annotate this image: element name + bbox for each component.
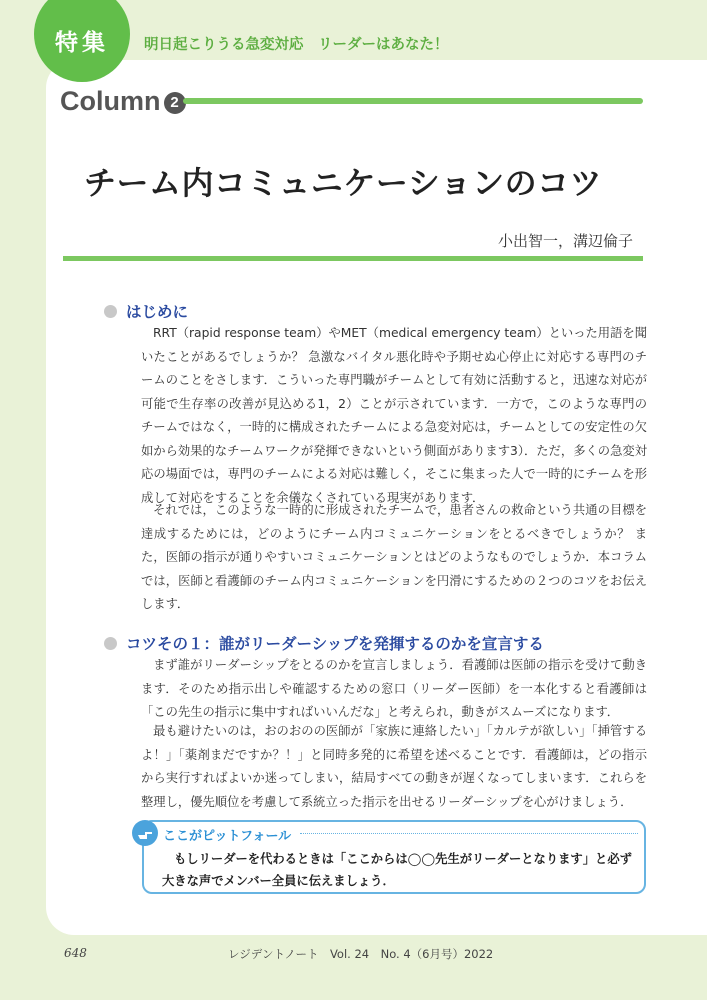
column-label: [60, 86, 186, 117]
pitfall-title: ここがピットフォール: [163, 829, 292, 844]
feature-title: 明日起こりうる急変対応 リーダーはあなた！: [144, 37, 449, 53]
paragraph-text: 最も避けたいのは，おのおのの医師が「家族に連絡したい」「カルテが欲しい」「挿管するよ！」「薬剤まだですか？！」と同時多発的に希望を述べることです．看護師は，どの指示から実行すればよいか迷ってしまい，結局すべての動きが遅くなってしまいます．これらを整理し，優先順位を考慮して系統立った指示を出せるリーダーシップを心がけましょう．: [141, 724, 647, 809]
pointing-hand-icon: [132, 820, 158, 846]
article-title: チーム内コミュニケーションのコツ: [84, 164, 603, 202]
bullet-icon: [104, 637, 117, 650]
section-heading-text: はじめに: [126, 303, 189, 321]
pitfall-divider: [300, 833, 638, 834]
column-rule: [183, 98, 643, 104]
feature-badge-label: 特集: [55, 30, 109, 56]
page-number: 648: [64, 946, 87, 960]
paragraph: [141, 654, 647, 725]
section-heading: [104, 300, 188, 322]
journal-info: レジデントノート Vol. 24 No. 4（6月号）2022: [228, 947, 494, 961]
title-divider: [63, 256, 643, 261]
paragraph-text: それでは，このような一時的に形成されたチームで，患者さんの救命という共通の目標を達成するためには，どのようにチーム内コミュニケーションをとるべきでしょうか？ また，医師の指示が通りやすいコミュニケーションとはどのようなものでしょうか．本コラムでは，医師と看護師のチーム内コミュニケーションを円滑にするための２つのコツをお伝えします．: [141, 503, 647, 611]
paragraph: [141, 720, 647, 814]
paragraph: [141, 322, 647, 510]
column-text: Column: [60, 86, 161, 116]
paragraph-text: RRT（rapid response team）やMET（medical emergency team）といった用語を聞いたことがあるでしょうか？ 急激なバイタル悪化時や予期せぬ心停止に対応する専門のチームのことをさします．こういった専門職がチームとして有効に活動すると，迅速な対応が可能で生存率の改善が見込める1，2）ことが示されています．一方で，このような専門のチームではなく，一時的に構成されたチームによる急変対応は，チームとしての安定性の欠如から効果的なチームワークが発揮できないという側面があります3）．ただ，多くの急変対応の場面では，専門のチームによる対応は難しく，そこに集まった人で一時的にチームを形成して対応をすることを余儀なくされている現実があります．: [141, 326, 647, 505]
paragraph-text: まず誰がリーダーシップをとるのかを宣言しましょう．看護師は医師の指示を受けて動きます．そのため指示出しや確認するための窓口（リーダー医師）を一本化すると看護師は「この先生の指示に集中すればいいんだな」と考えられ，動きがスムーズになります．: [141, 658, 647, 719]
pitfall-text: [162, 848, 634, 892]
section-heading: [104, 632, 544, 654]
article-authors: 小出智一，溝辺倫子: [497, 232, 633, 250]
paragraph: [141, 499, 647, 617]
column-number-badge: 2: [164, 92, 186, 114]
bullet-icon: [104, 305, 117, 318]
section-heading-text: コツその１：誰がリーダーシップを発揮するのかを宣言する: [126, 635, 544, 653]
pitfall-body: もしリーダーを代わるときは「ここからは◯◯先生がリーダーとなります」と必ず大きな声でメンバー全員に伝えましょう．: [162, 852, 632, 888]
